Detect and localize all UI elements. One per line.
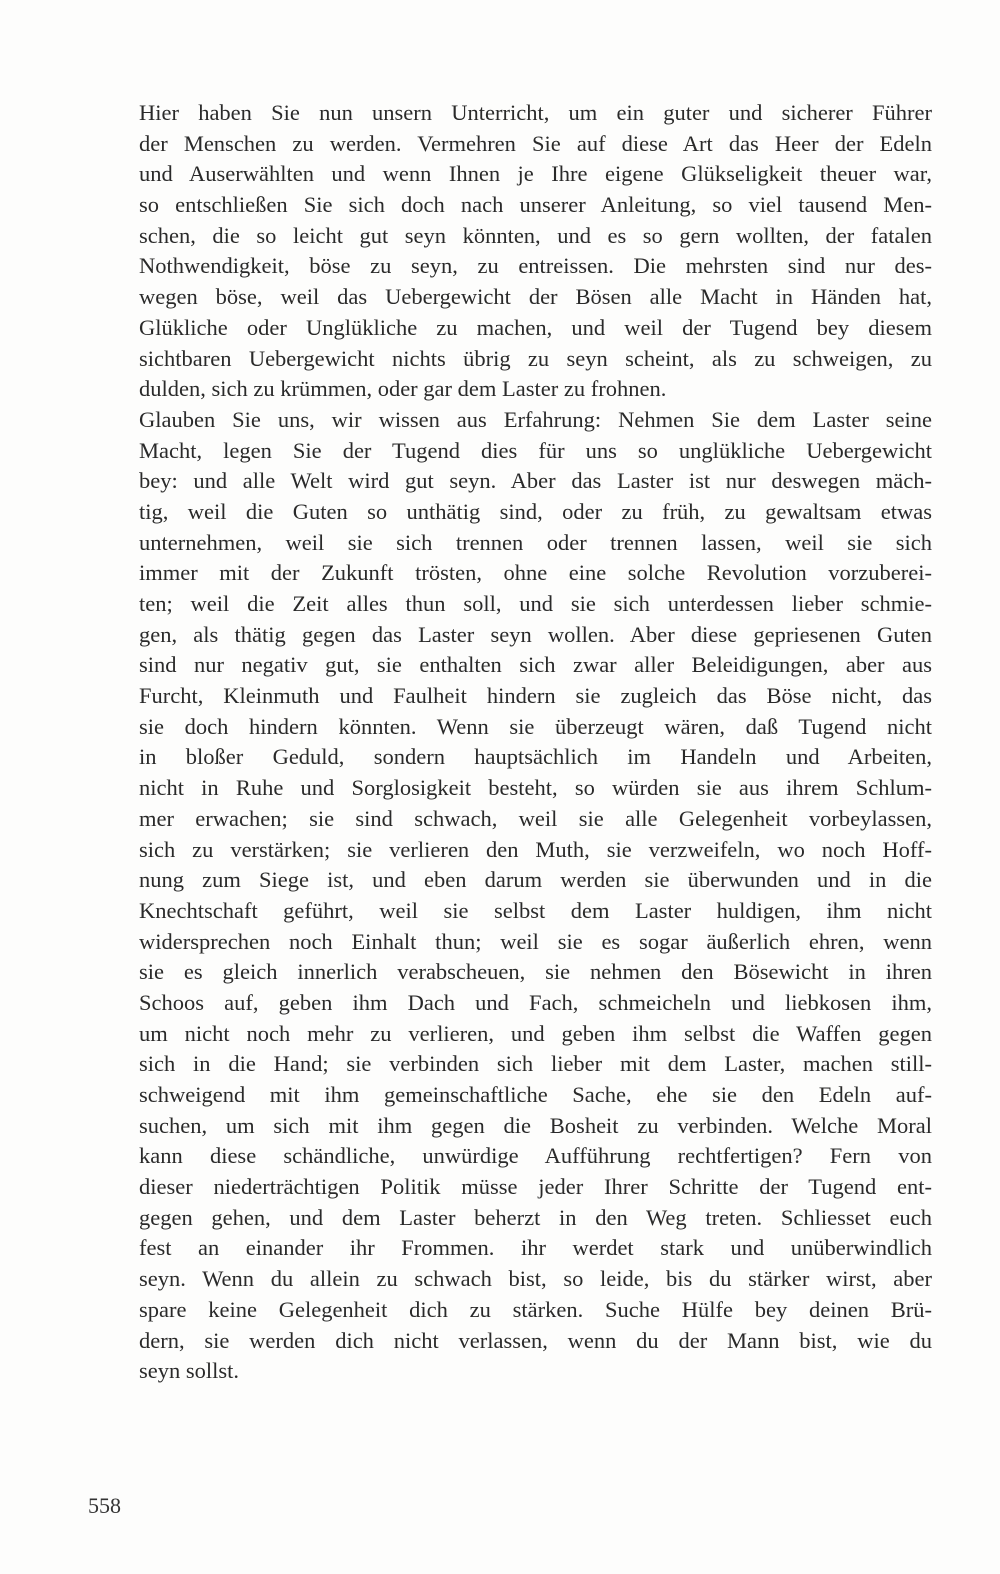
text-line: dulden, sich zu krümmen, oder gar dem Laster zu frohnen. — [139, 376, 667, 402]
text-line: sie es gleich innerlich verabscheuen, sie nehmen den Bösewicht in ihren — [139, 959, 932, 985]
text-line: und Auserwählten und wenn Ihnen je Ihre eigene Glükseligkeit theuer war, — [139, 161, 932, 187]
text-line: tig, weil die Guten so unthätig sind, oder zu früh, zu gewaltsam etwas — [139, 498, 932, 524]
body-text — [139, 98, 932, 1387]
text-line: in bloßer Geduld, sondern hauptsächlich im Handeln und Arbeiten, — [139, 744, 932, 770]
text-line: sichtbaren Uebergewicht nichts übrig zu seyn scheint, als zu schweigen, zu — [139, 345, 932, 371]
text-line: Schoos auf, geben ihm Dach und Fach, schmeicheln und liebkosen ihm, — [139, 989, 932, 1015]
text-line: Glauben Sie uns, wir wissen aus Erfahrung: Nehmen Sie dem Laster seine — [139, 406, 932, 432]
text-line: kann diese schändliche, unwürdige Aufführung rechtfertigen? Fern von — [139, 1143, 932, 1169]
page-number: 558 — [88, 1493, 121, 1518]
text-line: Knechtschaft geführt, weil sie selbst dem Laster huldigen, ihm nicht — [139, 897, 932, 923]
text-line: spare keine Gelegenheit dich zu stärken. Suche Hülfe bey deinen Brü- — [139, 1296, 932, 1322]
text-line: widersprechen noch Einhalt thun; weil sie es sogar äußerlich ehren, wenn — [139, 928, 932, 954]
text-line: nicht in Ruhe und Sorglosigkeit besteht, so würden sie aus ihrem Schlum- — [139, 775, 932, 801]
text-line: Hier haben Sie nun unsern Unterricht, um ein guter und sicherer Führer — [139, 100, 932, 125]
text-line: nung zum Siege ist, und eben darum werden sie überwunden und in die — [139, 867, 932, 893]
text-line: gen, als thätig gegen das Laster seyn wollen. Aber diese gepriesenen Guten — [139, 621, 932, 647]
text-line: seyn sollst. — [139, 1358, 240, 1384]
text-line: sind nur negativ gut, sie enthalten sich zwar aller Beleidigungen, aber aus — [139, 652, 932, 678]
text-line: Furcht, Kleinmuth und Faulheit hindern sie zugleich das Böse nicht, das — [139, 683, 932, 709]
text-line: sie doch hindern könnten. Wenn sie überzeugt wären, daß Tugend nicht — [139, 713, 932, 739]
text-line: bey: und alle Welt wird gut seyn. Aber das Laster ist nur deswegen mäch- — [139, 468, 932, 494]
text-line: mer erwachen; sie sind schwach, weil sie alle Gelegenheit vorbeylassen, — [139, 805, 932, 831]
text-line: der Menschen zu werden. Vermehren Sie auf diese Art das Heer der Edeln — [139, 130, 932, 156]
text-line: schen, die so leicht gut seyn könnten, und es so gern wollten, der fatalen — [139, 222, 932, 248]
text-line: fest an einander ihr Frommen. ihr werdet stark und unüberwindlich — [139, 1235, 932, 1261]
text-line: um nicht noch mehr zu verlieren, und geben ihm selbst die Waffen gegen — [139, 1020, 932, 1046]
text-line: immer mit der Zukunft trösten, ohne eine solche Revolution vorzuberei- — [139, 560, 932, 586]
text-line: unternehmen, weil sie sich trennen oder trennen lassen, weil sie sich — [139, 529, 932, 555]
text-line: seyn. Wenn du allein zu schwach bist, so leide, bis du stärker wirst, aber — [139, 1266, 932, 1292]
text-line: dieser niederträchtigen Politik müsse jeder Ihrer Schritte der Tugend ent- — [139, 1174, 932, 1200]
text-line: gegen gehen, und dem Laster beherzt in den Weg treten. Schliesset euch — [139, 1204, 932, 1230]
text-line: suchen, um sich mit ihm gegen die Bosheit zu verbinden. Welche Moral — [139, 1112, 932, 1138]
text-line: dern, sie werden dich nicht verlassen, wenn du der Mann bist, wie du — [139, 1327, 932, 1353]
text-line: Nothwendigkeit, böse zu seyn, zu entreissen. Die mehrsten sind nur des- — [139, 253, 932, 279]
text-line: sich in die Hand; sie verbinden sich lieber mit dem Laster, machen still- — [139, 1051, 932, 1077]
text-line: so entschließen Sie sich doch nach unserer Anleitung, so viel tausend Men- — [139, 192, 932, 218]
text-line: wegen böse, weil das Uebergewicht der Bösen alle Macht in Händen hat, — [139, 284, 932, 310]
text-line: ten; weil die Zeit alles thun soll, und sie sich unterdessen lieber schmie- — [139, 591, 932, 616]
text-line: Glükliche oder Unglükliche zu machen, und weil der Tugend bey diesem — [139, 314, 932, 340]
text-line: sich zu verstärken; sie verlieren den Muth, sie verzweifeln, wo noch Hoff- — [139, 836, 932, 862]
text-line: Macht, legen Sie der Tugend dies für uns so unglükliche Uebergewicht — [139, 437, 932, 463]
text-line: schweigend mit ihm gemeinschaftliche Sache, ehe sie den Edeln auf- — [139, 1082, 932, 1107]
